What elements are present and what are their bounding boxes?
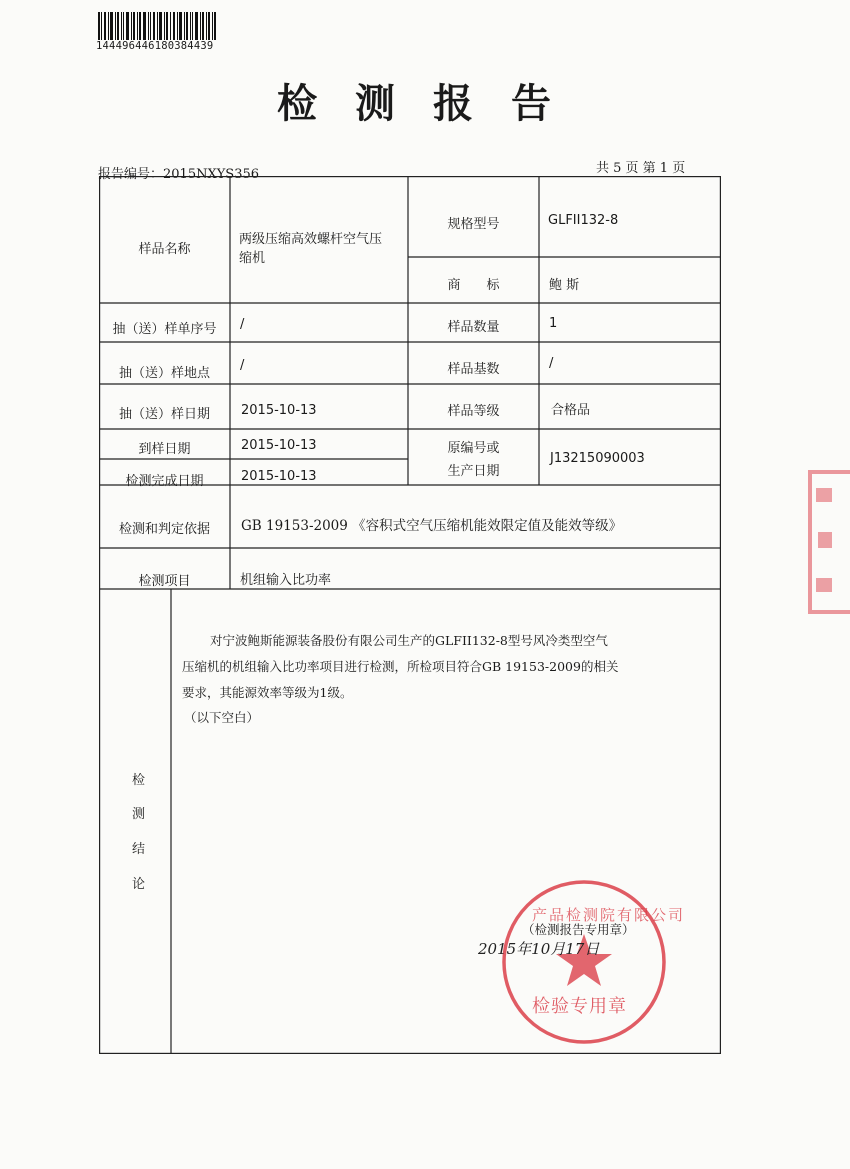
conclusion-label-char4: 论 xyxy=(132,877,146,892)
conclusion-label-char1: 检 xyxy=(132,773,146,788)
sample-date-value: 2015-10-13 xyxy=(241,403,317,418)
sample-base-value: / xyxy=(549,356,554,371)
orig-no-label-line2: 生产日期 xyxy=(447,464,500,479)
brand-label: 商 标 xyxy=(447,278,500,293)
model-value: GLFII132-8 xyxy=(548,213,619,228)
seal-text-arc: 产品检测院有限公司 xyxy=(532,906,686,924)
report-number: 报告编号：2015NXYS356 xyxy=(98,167,260,182)
sign-date: 2015年10月17日 xyxy=(478,940,600,958)
test-item-label: 检测项目 xyxy=(138,574,191,589)
sample-seq-label: 抽（送）样单序号 xyxy=(112,322,217,337)
sample-name-value-line1: 两级压缩高效螺杆空气压 xyxy=(239,232,383,247)
brand-value: 鲍 斯 xyxy=(549,278,580,293)
basis-label: 检测和判定依据 xyxy=(118,522,210,537)
sample-seq-value: / xyxy=(240,317,245,332)
test-item-value: 机组输入比功率 xyxy=(240,573,332,588)
arrive-date-label: 到样日期 xyxy=(138,442,191,457)
sample-grade-label: 样品等级 xyxy=(447,404,500,419)
sample-place-label: 抽（送）样地点 xyxy=(118,366,210,381)
seal-bottom-text: 检验专用章 xyxy=(532,996,627,1017)
model-label: 规格型号 xyxy=(447,217,500,232)
conclusion-label-char3: 结 xyxy=(132,842,146,857)
conclusion-line4: （以下空白） xyxy=(184,710,260,725)
finish-date-label: 检测完成日期 xyxy=(125,474,204,489)
official-seal xyxy=(498,876,670,1048)
barcode xyxy=(98,12,216,40)
basis-value: GB 19153-2009 《容积式空气压缩机能效限定值及能效等级》 xyxy=(241,518,623,534)
page-info: 共 5 页 第 1 页 xyxy=(596,161,686,176)
sample-name-label: 样品名称 xyxy=(138,242,191,257)
edge-seal-fragment xyxy=(806,468,850,618)
barcode-number: 144496446180384439 xyxy=(96,40,214,52)
orig-no-value: J13215090003 xyxy=(550,451,645,466)
conclusion-label-char2: 测 xyxy=(132,807,146,822)
sample-place-value: / xyxy=(240,358,245,373)
sample-name-value-line2: 缩机 xyxy=(239,251,266,266)
stamp-caption: （检测报告专用章） xyxy=(522,922,635,937)
page-title: 检测报告 xyxy=(277,81,589,127)
conclusion-line2: 压缩机的机组输入比功率项目进行检测，所检项目符合GB 19153-2009的相关 xyxy=(182,659,619,674)
arrive-date-value: 2015-10-13 xyxy=(241,438,317,453)
sample-base-label: 样品基数 xyxy=(447,362,500,377)
finish-date-value: 2015-10-13 xyxy=(241,469,317,484)
orig-no-label-line1: 原编号或 xyxy=(447,441,500,456)
sample-qty-label: 样品数量 xyxy=(447,320,500,335)
conclusion-line3: 要求，其能源效率等级为1级。 xyxy=(182,685,353,700)
conclusion-line1: 对宁波鲍斯能源装备股份有限公司生产的GLFII132-8型号风冷类型空气 xyxy=(210,633,608,648)
sample-qty-value: 1 xyxy=(549,316,558,331)
sample-grade-value: 合格品 xyxy=(551,403,591,418)
sample-date-label: 抽（送）样日期 xyxy=(118,407,210,422)
